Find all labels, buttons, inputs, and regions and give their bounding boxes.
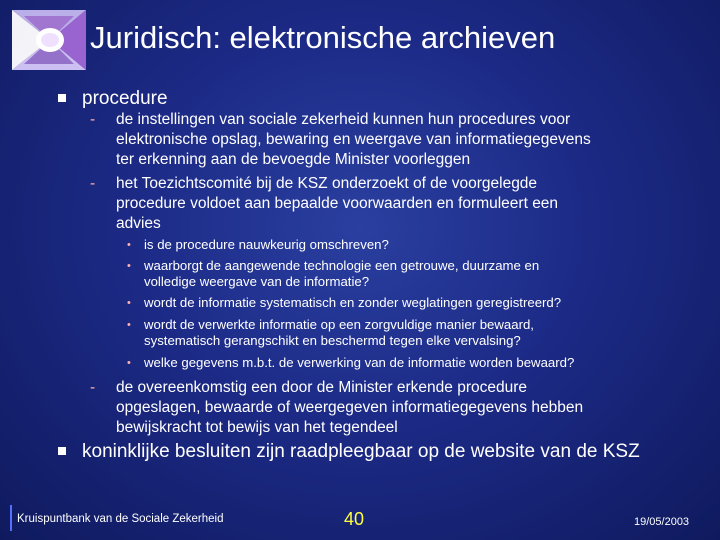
question-line: waarborgt de aangewende technologie een getrouwe, duurzame en: [144, 258, 540, 273]
dot-bullet: •: [127, 297, 131, 309]
footer-date: 19/05/2003: [634, 516, 690, 528]
footer-accent-bar: [10, 505, 12, 531]
sub-item-line: het Toezichtscomité bij de KSZ onderzoekt of de voorgelegde: [116, 175, 538, 192]
dash-bullet: -: [90, 111, 96, 128]
footer-organization: Kruispuntbank van de Sociale Zekerheid: [17, 513, 224, 525]
question-text: is de procedure nauwkeurig omschreven?: [144, 237, 389, 252]
question-line: wordt de verwerkte informatie op een zorgvuldige manier bewaard,: [144, 317, 534, 332]
question-line: volledige weergave van de informatie?: [144, 274, 370, 289]
dot-bullet: •: [127, 319, 131, 331]
dot-bullet: •: [127, 357, 131, 369]
bullet-text: procedure: [82, 88, 168, 109]
slide-title: Juridisch: elektronische archieven: [90, 20, 556, 55]
dot-bullet: •: [127, 239, 131, 251]
dot-bullet: •: [127, 260, 131, 272]
ksz-logo-icon: [10, 8, 88, 72]
dash-bullet: -: [90, 175, 96, 192]
sub-item-line: ter erkenning aan de bevoegde Minister voorleggen: [116, 151, 471, 168]
sub-item-line: de instellingen van sociale zekerheid kunnen hun procedures voor: [116, 111, 571, 128]
sub-item-line: bewijskracht tot bewijs van het tegendeel: [116, 419, 398, 436]
question-text: wordt de informatie systematisch en zonder weglatingen geregistreerd?: [144, 295, 562, 310]
dash-bullet: -: [90, 379, 96, 396]
question-line: systematisch gerangschikt en beschermd tegen elke vervalsing?: [144, 333, 521, 348]
page-number: 40: [344, 509, 365, 529]
square-bullet-icon: [58, 447, 66, 455]
bullet-text: koninklijke besluiten zijn raadpleegbaar op de website van de KSZ: [82, 441, 640, 462]
square-bullet-icon: [58, 94, 66, 102]
sub-item-line: opgeslagen, bewaarde of weergegeven informatiegegevens hebben: [116, 399, 584, 416]
sub-item-line: advies: [116, 215, 161, 232]
question-text: welke gegevens m.b.t. de verwerking van de informatie worden bewaard?: [144, 355, 575, 370]
sub-item-line: procedure voldoet aan bepaalde voorwaarden en formuleert een: [116, 195, 559, 212]
sub-item-line: elektronische opslag, bewaring en weergave van informatiegegevens: [116, 131, 591, 148]
sub-item-line: de overeenkomstig een door de Minister erkende procedure: [116, 379, 527, 396]
